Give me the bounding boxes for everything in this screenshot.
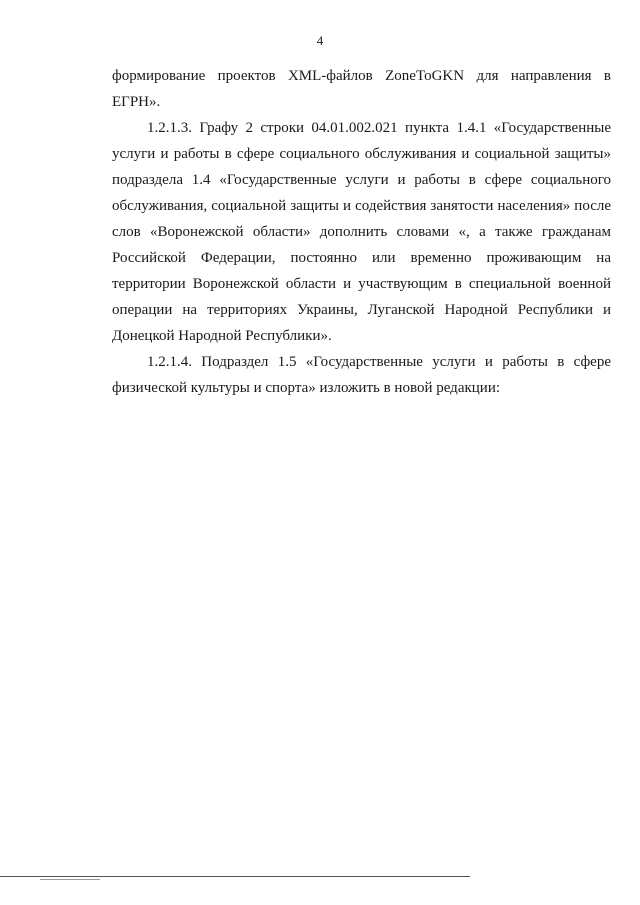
- text-line: обслуживания, социальной защиты и содействия занятости населения» после: [112, 198, 611, 214]
- text-line: Российской Федерации, постоянно или временно проживающим на: [112, 250, 611, 266]
- footer-divider: [0, 876, 470, 877]
- text-line: формирование проектов XML-файлов ZoneToGKN для направления в: [112, 68, 611, 84]
- text-line: территории Воронежской области и участвующим в специальной военной: [112, 276, 611, 292]
- text-line: слов «Воронежской области» дополнить словами «, а также гражданам: [112, 224, 611, 240]
- text-line: 1.2.1.3. Графу 2 строки 04.01.002.021 пункта 1.4.1 «Государственные: [147, 120, 611, 136]
- text-line: Донецкой Народной Республики».: [112, 328, 332, 344]
- text-line: операции на территориях Украины, Луганской Народной Республики и: [112, 302, 611, 318]
- text-line: услуги и работы в сфере социального обслуживания и социальной защиты»: [112, 146, 611, 162]
- footer-divider-short: [40, 879, 100, 880]
- text-line: физической культуры и спорта» изложить в новой редакции:: [112, 380, 501, 396]
- page-number: 4: [316, 33, 324, 48]
- text-line: ЕГРН».: [112, 94, 161, 110]
- text-line: подраздела 1.4 «Государственные услуги и работы в сфере социального: [112, 172, 611, 188]
- text-line: 1.2.1.4. Подраздел 1.5 «Государственные услуги и работы в сфере: [147, 354, 611, 370]
